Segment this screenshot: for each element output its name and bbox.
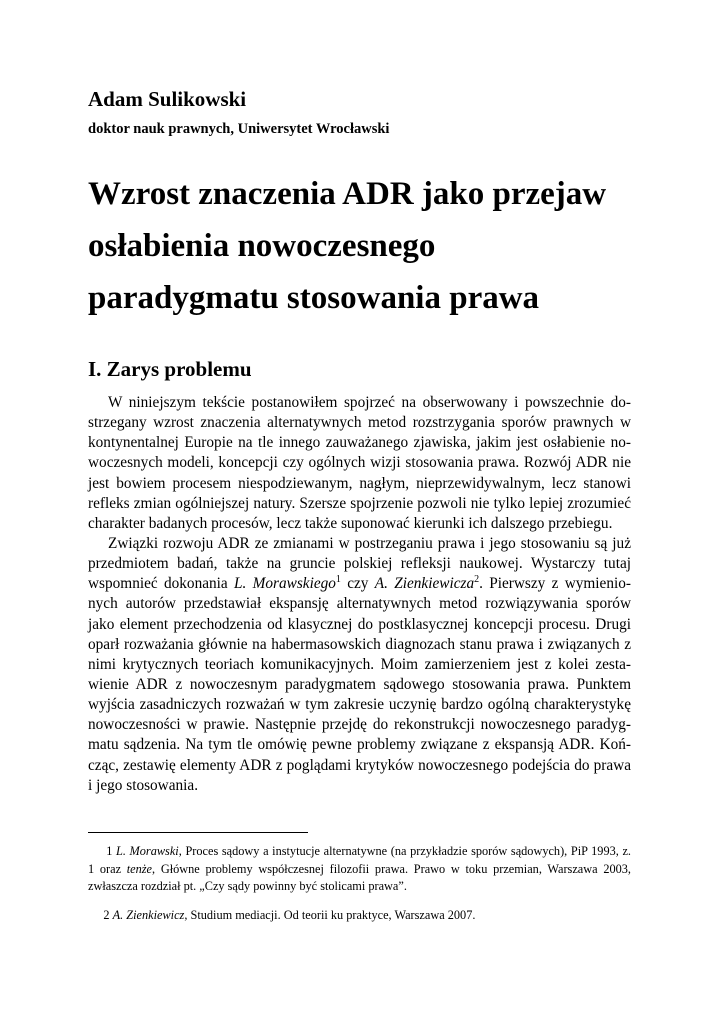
footnote-number: 1 bbox=[106, 844, 113, 858]
paragraph-line: nych autorów przedstawiał ekspansję alternatywnych metod rozwiązywania sporów bbox=[88, 595, 631, 613]
paragraph-line: cząc, zestawię elementy ADR z poglądami krytyków nowoczesnego podejścia do prawa bbox=[88, 756, 631, 774]
paragraph-line: wyjścia zasadniczych rozważań w tym zakresie uczynię bardzo ogólną charakterystykę bbox=[88, 696, 631, 714]
paragraph-line: wienie ADR z nowoczesnym paradygmatem sądowego stosowania prawa. Punktem bbox=[88, 675, 631, 693]
paragraph-line: kontynentalnej Europie na tle innego zauważanego zjawiska, jakim jest osłabienie no- bbox=[88, 434, 631, 452]
paragraph-line: refleks zmian ogólniejszej natury. Szersze spojrzenie pozwoli nie tylko lepiej zrozumieć bbox=[88, 494, 631, 512]
paragraph-line: charakter badanych procesów, lecz także suponować kierunki ich dalszego przebiegu. bbox=[88, 514, 613, 532]
footnote-separator bbox=[88, 832, 308, 833]
author-name: Adam Sulikowski bbox=[88, 87, 247, 111]
footnote-number: 2 bbox=[103, 908, 110, 922]
text-run: wspomnieć dokonania bbox=[88, 575, 234, 593]
footnote-line bbox=[88, 861, 631, 879]
footnote-line bbox=[88, 907, 631, 925]
paragraph-line: woczesnych modeli, koncepcji czy ogólnych wizji stosowania prawa. Rozwój ADR nie bbox=[88, 454, 631, 472]
cited-author: A. Zienkiewicz bbox=[112, 908, 185, 922]
body-text bbox=[88, 393, 631, 796]
cited-author: L. Morawskiego bbox=[234, 575, 336, 593]
title-line: Wzrost znaczenia ADR jako przejaw bbox=[88, 176, 607, 212]
footnote-line bbox=[88, 843, 631, 861]
text-run: , Główne problemy współczesnej filozofii prawa. Prawo w toku przemian, Warszawa 2003, bbox=[152, 861, 631, 876]
cited-author: A. Zienkiewicza bbox=[374, 575, 475, 593]
author-affiliation: doktor nauk prawnych, Uniwersytet Wrocławski bbox=[88, 121, 390, 137]
paragraph-line: oparł rozważania głównie na habermasowskich diagnozach stanu prawa i związanych z bbox=[88, 635, 631, 653]
section-heading: I. Zarys problemu bbox=[88, 357, 252, 381]
paragraph-line: nowoczesności w prawie. Następnie przejdę do rekonstrukcji nowoczesnego paradyg- bbox=[88, 716, 631, 734]
paragraph-line: jako element przechodzenia od klasycznej do postklasycznej koncepcji procesu. Drugi bbox=[88, 615, 631, 633]
cited-author: L. Morawski bbox=[115, 844, 179, 858]
footnote-1 bbox=[88, 843, 631, 896]
paragraph-line: W niniejszym tekście postanowiłem spojrzeć na obserwowany i powszechnie do- bbox=[108, 394, 631, 411]
paragraph-line: przedmiotem badań, także na gruncie polskiej refleksji naukowej. Wystarczy tutaj bbox=[88, 555, 631, 573]
paragraph-line: jest bowiem procesem niespodziewanym, nagłym, nieprzewidywalnym, lecz stanowi bbox=[88, 474, 631, 492]
footnote-2 bbox=[88, 907, 631, 925]
title-line: osłabienia nowoczesnego bbox=[88, 228, 436, 264]
paragraph-line: i jego stosowania. bbox=[88, 776, 199, 794]
paragraph-line bbox=[88, 574, 631, 594]
footnote-line: zwłaszcza rozdział pt. „Czy sądy powinny być stolicami prawa”. bbox=[88, 879, 407, 893]
text-run: , Studium mediacji. Od teorii ku praktyce, Warszawa 2007. bbox=[184, 908, 476, 922]
text-run: 1 oraz bbox=[88, 861, 127, 876]
text-run: , Proces sądowy a instytucje alternatywne (na przykładzie sporów sądowych), PiP 1993, z. bbox=[178, 844, 631, 858]
paper-title bbox=[88, 168, 648, 324]
paragraph-line: Związki rozwoju ADR ze zmianami w postrzeganiu prawa i jego stosowaniu są już bbox=[108, 534, 631, 552]
footnote-ref-1[interactable]: 1 bbox=[335, 574, 341, 586]
text-run: . Pierwszy z wymienio- bbox=[479, 575, 631, 593]
text-run: tenże bbox=[126, 861, 153, 876]
footnote-ref-2[interactable]: 2 bbox=[474, 574, 480, 586]
paragraph-line: nimi krytycznych teoriach komunikacyjnych. Moim zamierzeniem jest z kolei zesta- bbox=[88, 655, 631, 673]
title-line: paradygmatu stosowania prawa bbox=[88, 280, 540, 316]
paragraph-line: strzegany wzrost znaczenia alternatywnych metod rozstrzygania sporów prawnych w bbox=[88, 414, 631, 432]
paragraph-line: matu sądzenia. Na tym tle omówię pewne problemy związane z ekspansją ADR. Koń- bbox=[88, 736, 631, 754]
text-run: czy bbox=[340, 575, 375, 593]
